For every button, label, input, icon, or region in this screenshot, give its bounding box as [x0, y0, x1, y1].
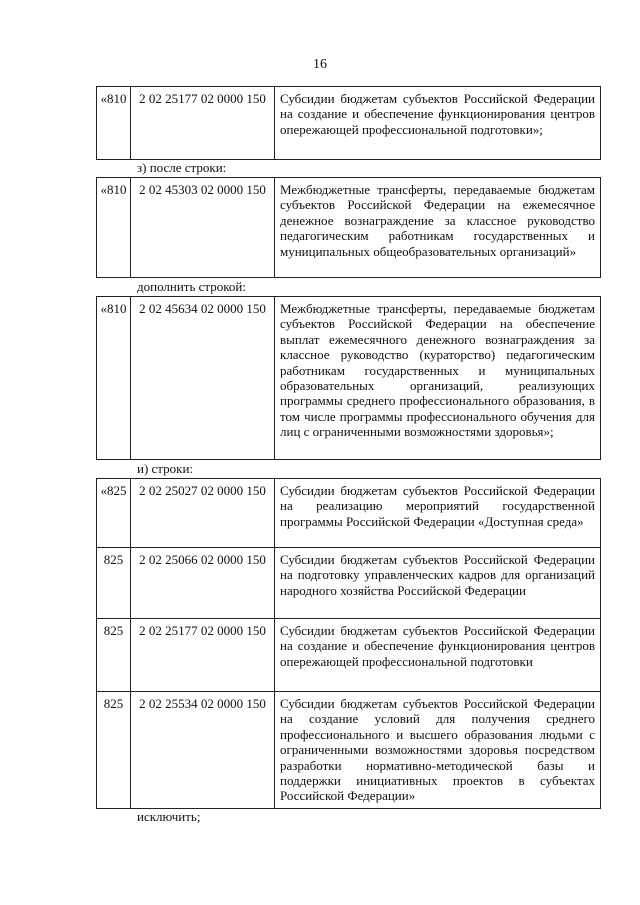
- table-row: [97, 87, 601, 160]
- table-row: [97, 297, 601, 460]
- description-cell: Межбюджетные трансферты, передаваемые бюджетам субъектов Российской Федерации на ежемесячное денежное вознаграждение за классное руководство педагогическим работникам государственных и муниципальных общеобразовательных организаций»: [275, 178, 601, 278]
- kbk-cell: 2 02 45303 02 0000 150: [131, 178, 275, 278]
- kbk-cell: 2 02 25534 02 0000 150: [131, 692, 275, 809]
- table-row: [97, 178, 601, 278]
- kbk-cell: 2 02 25177 02 0000 150: [131, 619, 275, 692]
- page-number: 16: [313, 57, 327, 72]
- table-block-3: [96, 296, 601, 460]
- description-cell: Субсидии бюджетам субъектов Российской Федерации на создание и обеспечение функционирования центров опережающей профессиональной подготовки: [275, 619, 601, 692]
- description-cell: Субсидии бюджетам субъектов Российской Федерации на реализацию мероприятий государственной программы Российской Федерации «Доступная среда»: [275, 479, 601, 548]
- table-block-2: [96, 177, 601, 278]
- code-cell: «810: [97, 297, 131, 460]
- code-cell: 825: [97, 619, 131, 692]
- description-cell: Межбюджетные трансферты, передаваемые бюджетам субъектов Российской Федерации на обеспечение выплат ежемесячного денежного вознаграждения за классное руководство (кураторство) педагогическим работникам государственных и муниципальных образовательных организаций, реализующих программы среднего профессионального образования, в том числе программы профессионального обучения для лиц с ограниченными возможностями здоровья»;: [275, 297, 601, 460]
- instruction-label: дополнить строкой:: [137, 279, 246, 294]
- kbk-cell: 2 02 25027 02 0000 150: [131, 479, 275, 548]
- table-row: [97, 548, 601, 619]
- table-row: [97, 619, 601, 692]
- kbk-cell: 2 02 25177 02 0000 150: [131, 87, 275, 160]
- table-block-1: [96, 86, 601, 160]
- instruction-label: з) после строки:: [137, 160, 227, 175]
- kbk-cell: 2 02 45634 02 0000 150: [131, 297, 275, 460]
- description-cell: Субсидии бюджетам субъектов Российской Федерации на подготовку управленческих кадров для организаций народного хозяйства Российской Федерации: [275, 548, 601, 619]
- table-row: [97, 692, 601, 809]
- description-cell: Субсидии бюджетам субъектов Российской Федерации на создание и обеспечение функционирования центров опережающей профессиональной подготовки»;: [275, 87, 601, 160]
- code-cell: «810: [97, 178, 131, 278]
- code-cell: «825: [97, 479, 131, 548]
- code-cell: 825: [97, 692, 131, 809]
- code-cell: 825: [97, 548, 131, 619]
- description-cell: Субсидии бюджетам субъектов Российской Федерации на создание условий для получения среднего профессионального и высшего образования людьми с ограниченными возможностями здоровья посредством разработки нормативно-методической базы и поддержки инициативных проектов в субъектах Российской Федерации»: [275, 692, 601, 809]
- instruction-label: исключить;: [137, 809, 201, 824]
- table-row: [97, 479, 601, 548]
- code-cell: «810: [97, 87, 131, 160]
- table-block-4: [96, 478, 601, 809]
- instruction-label: и) строки:: [137, 461, 194, 476]
- kbk-cell: 2 02 25066 02 0000 150: [131, 548, 275, 619]
